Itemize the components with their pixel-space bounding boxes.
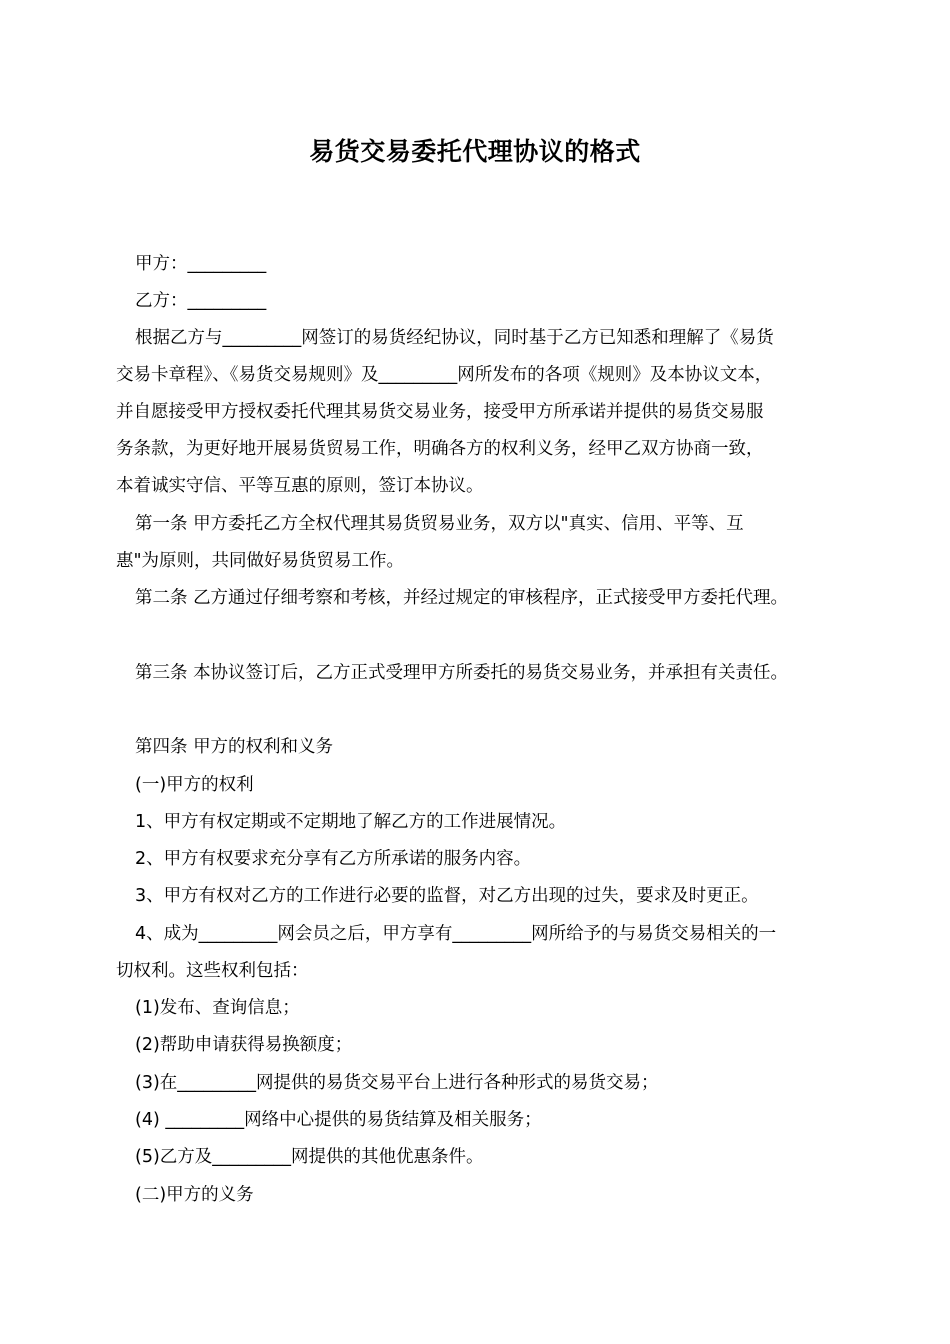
- preamble-line: 本着诚实守信、平等互惠的原则，签订本协议。: [116, 476, 484, 496]
- section-heading: (二)甲方的义务: [135, 1185, 254, 1205]
- section-heading: (一)甲方的权利: [135, 775, 254, 795]
- document-title: 易货交易委托代理协议的格式: [309, 137, 641, 166]
- party-a-line: 甲方：_________: [135, 254, 267, 274]
- list-item: 3、甲方有权对乙方的工作进行必要的监督，对乙方出现的过失，要求及时更正。: [135, 886, 759, 906]
- list-item: 1、甲方有权定期或不定期地了解乙方的工作进展情况。: [135, 812, 567, 832]
- article-2-line: 第二条 乙方通过仔细考察和考核，并经过规定的审核程序，正式接受甲方委托代理。: [135, 588, 789, 608]
- sub-list-item: (3)在_________网提供的易货交易平台上进行各种形式的易货交易；: [135, 1073, 659, 1093]
- sub-list-item: (5)乙方及_________网提供的其他优惠条件。: [135, 1147, 484, 1167]
- party-b-line: 乙方：_________: [135, 291, 267, 311]
- list-item: 4、成为_________网会员之后，甲方享有_________网所给予的与易货交易相关的一: [135, 924, 777, 944]
- article-3-line: 第三条 本协议签订后，乙方正式受理甲方所委托的易货交易业务，并承担有关责任。: [135, 663, 789, 683]
- sub-list-item: (4) _________网络中心提供的易货结算及相关服务；: [135, 1110, 542, 1130]
- list-item-continuation: 切权利。这些权利包括：: [116, 961, 309, 981]
- preamble-line: 务条款，为更好地开展易货贸易工作，明确各方的权利义务，经甲乙双方协商一致，: [116, 439, 764, 459]
- list-item: 2、甲方有权要求充分享有乙方所承诺的服务内容。: [135, 849, 532, 869]
- preamble-line: 根据乙方与_________网签订的易货经纪协议，同时基于乙方已知悉和理解了《易货: [135, 328, 774, 348]
- article-1-line: 第一条 甲方委托乙方全权代理其易货贸易业务，双方以"真实、信用、平等、互: [135, 514, 744, 534]
- article-1-line: 惠"为原则，共同做好易货贸易工作。: [116, 551, 405, 571]
- preamble-line: 并自愿接受甲方授权委托代理其易货交易业务，接受甲方所承诺并提供的易货交易服: [116, 402, 764, 422]
- article-4-heading: 第四条 甲方的权利和义务: [135, 737, 334, 757]
- preamble-line: 交易卡章程》、《易货交易规则》及_________网所发布的各项《规则》及本协议文本，: [116, 365, 773, 385]
- sub-list-item: (2)帮助申请获得易换额度；: [135, 1035, 353, 1055]
- sub-list-item: (1)发布、查询信息；: [135, 998, 300, 1018]
